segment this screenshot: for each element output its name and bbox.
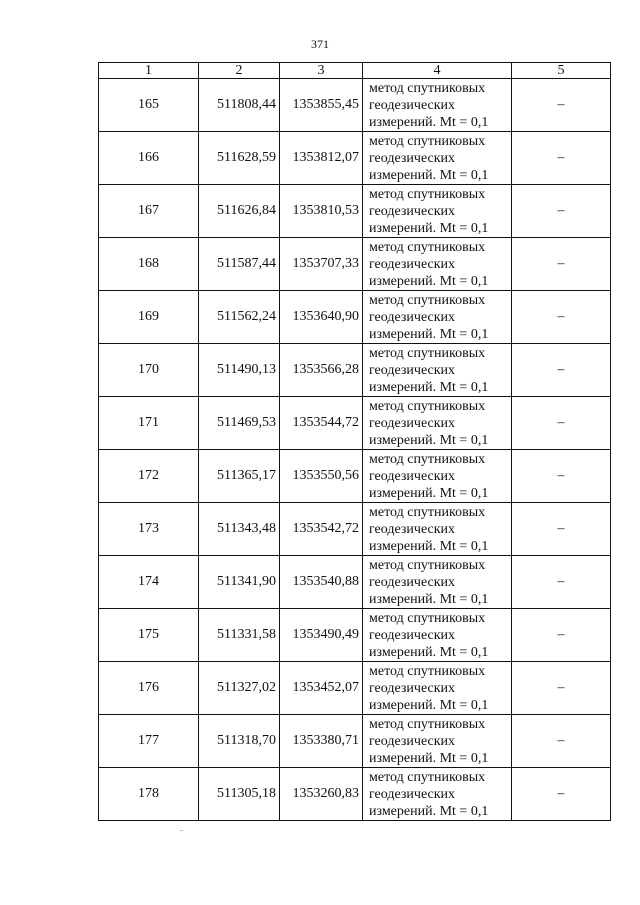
method-line: измерений. Mt = 0,1: [369, 591, 489, 607]
column-5-value: –: [512, 238, 611, 291]
method-description: [363, 344, 512, 397]
point-number: 165: [99, 79, 199, 132]
method-description: [363, 450, 512, 503]
column-5-value: –: [512, 291, 611, 344]
coordinate-y: 1353640,90: [280, 291, 363, 344]
method-line: измерений. Mt = 0,1: [369, 644, 489, 660]
method-line: метод спутниковых: [369, 345, 486, 361]
column-5-value: –: [512, 715, 611, 768]
method-line: измерений. Mt = 0,1: [369, 803, 489, 819]
coordinate-y: 1353812,07: [280, 132, 363, 185]
table-row: [99, 344, 611, 397]
column-header: 3: [280, 63, 363, 79]
method-line: геодезических: [369, 97, 456, 113]
point-number: 176: [99, 662, 199, 715]
coordinate-x: 511490,13: [199, 344, 280, 397]
coordinate-y: 1353380,71: [280, 715, 363, 768]
method-line: метод спутниковых: [369, 133, 486, 149]
method-line: измерений. Mt = 0,1: [369, 220, 489, 236]
point-number: 168: [99, 238, 199, 291]
column-header: 4: [363, 63, 512, 79]
table-header-row: [99, 63, 611, 79]
method-description: [363, 238, 512, 291]
method-line: метод спутниковых: [369, 504, 486, 520]
method-line: измерений. Mt = 0,1: [369, 697, 489, 713]
method-line: геодезических: [369, 468, 456, 484]
coordinate-y: 1353550,56: [280, 450, 363, 503]
method-line: геодезических: [369, 203, 456, 219]
method-line: метод спутниковых: [369, 80, 486, 96]
coordinate-x: 511628,59: [199, 132, 280, 185]
method-line: измерений. Mt = 0,1: [369, 273, 489, 289]
coordinate-y: 1353542,72: [280, 503, 363, 556]
method-line: измерений. Mt = 0,1: [369, 750, 489, 766]
method-line: измерений. Mt = 0,1: [369, 167, 489, 183]
coordinate-y: 1353260,83: [280, 768, 363, 821]
method-line: геодезических: [369, 627, 456, 643]
method-description: [363, 291, 512, 344]
method-line: метод спутниковых: [369, 239, 486, 255]
column-5-value: –: [512, 397, 611, 450]
coordinate-y: 1353540,88: [280, 556, 363, 609]
method-line: геодезических: [369, 362, 456, 378]
table-row: [99, 503, 611, 556]
coordinate-y: 1353452,07: [280, 662, 363, 715]
method-line: геодезических: [369, 256, 456, 272]
method-line: метод спутниковых: [369, 186, 486, 202]
point-number: 167: [99, 185, 199, 238]
column-header: 5: [512, 63, 611, 79]
method-description: [363, 768, 512, 821]
method-description: [363, 397, 512, 450]
column-5-value: –: [512, 132, 611, 185]
method-line: измерений. Mt = 0,1: [369, 326, 489, 342]
column-5-value: –: [512, 185, 611, 238]
method-line: геодезических: [369, 309, 456, 325]
method-line: метод спутниковых: [369, 716, 486, 732]
coordinate-y: 1353544,72: [280, 397, 363, 450]
method-line: метод спутниковых: [369, 663, 486, 679]
method-description: [363, 132, 512, 185]
scan-mark: [180, 830, 183, 831]
method-line: геодезических: [369, 415, 456, 431]
column-5-value: –: [512, 662, 611, 715]
coordinate-y: 1353810,53: [280, 185, 363, 238]
point-number: 172: [99, 450, 199, 503]
table-row: [99, 450, 611, 503]
coordinates-table: [98, 62, 611, 821]
table-row: [99, 79, 611, 132]
point-number: 171: [99, 397, 199, 450]
column-5-value: –: [512, 768, 611, 821]
column-5-value: –: [512, 556, 611, 609]
method-line: измерений. Mt = 0,1: [369, 432, 489, 448]
coordinate-x: 511587,44: [199, 238, 280, 291]
coordinate-y: 1353490,49: [280, 609, 363, 662]
method-line: геодезических: [369, 786, 456, 802]
table-row: [99, 397, 611, 450]
method-line: измерений. Mt = 0,1: [369, 114, 489, 130]
method-description: [363, 662, 512, 715]
table-row: [99, 556, 611, 609]
column-header: 1: [99, 63, 199, 79]
column-5-value: –: [512, 79, 611, 132]
column-5-value: –: [512, 344, 611, 397]
method-description: [363, 556, 512, 609]
method-line: метод спутниковых: [369, 292, 486, 308]
method-line: геодезических: [369, 574, 456, 590]
point-number: 177: [99, 715, 199, 768]
method-line: геодезических: [369, 521, 456, 537]
coordinate-x: 511562,24: [199, 291, 280, 344]
method-line: метод спутниковых: [369, 451, 486, 467]
method-line: измерений. Mt = 0,1: [369, 379, 489, 395]
point-number: 166: [99, 132, 199, 185]
point-number: 174: [99, 556, 199, 609]
method-line: измерений. Mt = 0,1: [369, 538, 489, 554]
coordinate-x: 511469,53: [199, 397, 280, 450]
method-line: геодезических: [369, 733, 456, 749]
coordinate-x: 511626,84: [199, 185, 280, 238]
table-row: [99, 662, 611, 715]
method-line: метод спутниковых: [369, 398, 486, 414]
coordinate-y: 1353855,45: [280, 79, 363, 132]
column-5-value: –: [512, 450, 611, 503]
column-5-value: –: [512, 609, 611, 662]
table-row: [99, 715, 611, 768]
coordinate-x: 511343,48: [199, 503, 280, 556]
table-row: [99, 291, 611, 344]
column-5-value: –: [512, 503, 611, 556]
coordinate-x: 511365,17: [199, 450, 280, 503]
method-description: [363, 715, 512, 768]
page-number: 371: [311, 37, 329, 51]
coordinate-y: 1353566,28: [280, 344, 363, 397]
method-line: метод спутниковых: [369, 610, 486, 626]
method-line: метод спутниковых: [369, 769, 486, 785]
coordinate-x: 511327,02: [199, 662, 280, 715]
method-description: [363, 79, 512, 132]
method-line: геодезических: [369, 150, 456, 166]
table-row: [99, 238, 611, 291]
method-description: [363, 185, 512, 238]
coordinate-x: 511305,18: [199, 768, 280, 821]
column-header: 2: [199, 63, 280, 79]
table-body: [99, 79, 611, 821]
coordinate-x: 511808,44: [199, 79, 280, 132]
coordinate-x: 511341,90: [199, 556, 280, 609]
table-row: [99, 609, 611, 662]
point-number: 169: [99, 291, 199, 344]
method-line: метод спутниковых: [369, 557, 486, 573]
table-row: [99, 132, 611, 185]
method-description: [363, 503, 512, 556]
table-row: [99, 185, 611, 238]
coordinate-x: 511318,70: [199, 715, 280, 768]
point-number: 173: [99, 503, 199, 556]
method-line: измерений. Mt = 0,1: [369, 485, 489, 501]
coordinate-x: 511331,58: [199, 609, 280, 662]
point-number: 178: [99, 768, 199, 821]
point-number: 170: [99, 344, 199, 397]
table-row: [99, 768, 611, 821]
coordinate-y: 1353707,33: [280, 238, 363, 291]
method-description: [363, 609, 512, 662]
method-line: геодезических: [369, 680, 456, 696]
point-number: 175: [99, 609, 199, 662]
